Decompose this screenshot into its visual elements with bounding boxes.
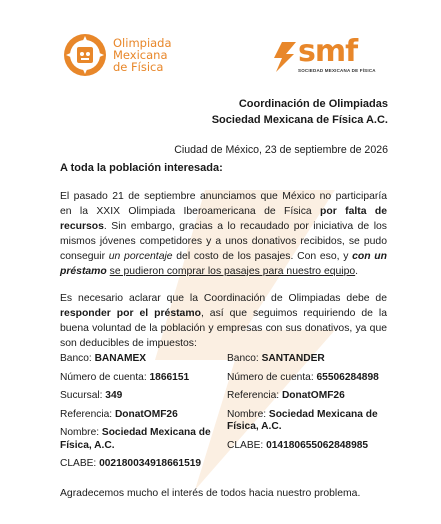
p2-text-1: Es necesario aclarar que la Coordinación de Olimpiadas debe de (60, 293, 387, 304)
omf-line-2: Mexicana (113, 48, 168, 62)
holder-label: Nombre: (60, 427, 102, 438)
account-label: Número de cuenta: (227, 371, 317, 383)
org-line-2: Sociedad Mexicana de Física A.C. (211, 114, 388, 126)
p1-underline-1: se pudieron comprar los pasajes para nuestro equipo (109, 266, 356, 277)
p1-text-3: del costo de los pasajes. Con eso, y (172, 251, 353, 262)
holder-name: Sociedad Mexicana de Física, A.C. (60, 427, 211, 451)
clabe-number: 014180655062848985 (266, 439, 369, 451)
branch-row (60, 387, 220, 406)
holder-row (60, 424, 220, 455)
bank-row (227, 350, 395, 369)
omf-line-3: de Física (113, 60, 164, 74)
omf-line-1: Olimpiada (113, 36, 172, 50)
bank-details-santander (227, 350, 395, 455)
olimpiada-logo (62, 30, 182, 80)
smf-wordmark: smf (298, 34, 358, 69)
organization-block (212, 96, 388, 128)
holder-label: Nombre: (227, 408, 269, 420)
p1-text-5: . (355, 266, 359, 277)
salutation: A toda la población interesada: (60, 162, 223, 174)
closing-line: Agradecemos mucho el interés de todos hacia nuestro problema. (60, 488, 361, 499)
holder-name: Sociedad Mexicana de Física, A.C. (227, 408, 378, 432)
bank-label: Banco: (60, 353, 95, 364)
branch-number: 349 (105, 390, 123, 401)
clabe-label: CLABE: (227, 439, 267, 451)
bank-name: SANTANDER (261, 353, 325, 364)
bank-name: BANAMEX (94, 353, 147, 364)
reference-label: Referencia: (60, 408, 115, 420)
account-label: Número de cuenta: (60, 371, 150, 383)
smf-subtitle: SOCIEDAD MEXICANA DE FÍSICA (298, 68, 376, 73)
olimpiada-emblem-icon (62, 32, 108, 78)
holder-row (227, 406, 395, 437)
account-number: 65506284898 (316, 371, 379, 383)
date-line: Ciudad de México, 23 de septiembre de 2026 (174, 144, 388, 156)
clabe-label: CLABE: (60, 458, 100, 469)
reference-row (227, 387, 395, 406)
reference-value: DonatOMF26 (281, 390, 345, 401)
bank-label: Banco: (227, 353, 262, 364)
paragraph-2 (60, 291, 387, 351)
p2-text-2: , así que seguimos requiriendo de la buena voluntad de la población y empresas con sus donativos, ya que son deducibles de impuestos: (60, 308, 387, 349)
p1-bold-1: por falta de recursos (60, 206, 387, 232)
p1-italic-1: un porcentaje (108, 251, 173, 262)
reference-row (60, 406, 220, 425)
branch-label: Sucursal: (60, 390, 106, 401)
reference-label: Referencia: (227, 390, 282, 401)
smf-bolt-icon (272, 42, 298, 72)
reference-value: DonatOMF26 (114, 408, 178, 420)
paragraph-1 (60, 189, 387, 279)
p2-bold-1: responder por el préstamo (60, 308, 201, 319)
clabe-number: 002180034918661519 (99, 458, 202, 469)
account-row (227, 369, 395, 388)
account-number: 1866151 (149, 371, 190, 383)
org-line-1: Coordinación de Olimpiadas (238, 98, 388, 110)
account-row (60, 369, 220, 388)
p1-text-2: . Sin embargo, gracias a lo recaudado por iniciativa de los mismos jóvenes competidores y a unos donativos recibidos, se pudo conseguir (60, 221, 387, 262)
p1-text-1: El pasado 21 de septiembre anunciamos que México no participaría en la XXIX Olimpiada Iberoamericana de Física (60, 191, 387, 217)
smf-logo (270, 34, 380, 80)
bank-details-banamex (60, 350, 220, 474)
clabe-row (227, 437, 395, 456)
p1-bold-italic-1: con un préstamo (60, 251, 387, 277)
bank-row (60, 350, 220, 369)
clabe-row (60, 455, 220, 474)
